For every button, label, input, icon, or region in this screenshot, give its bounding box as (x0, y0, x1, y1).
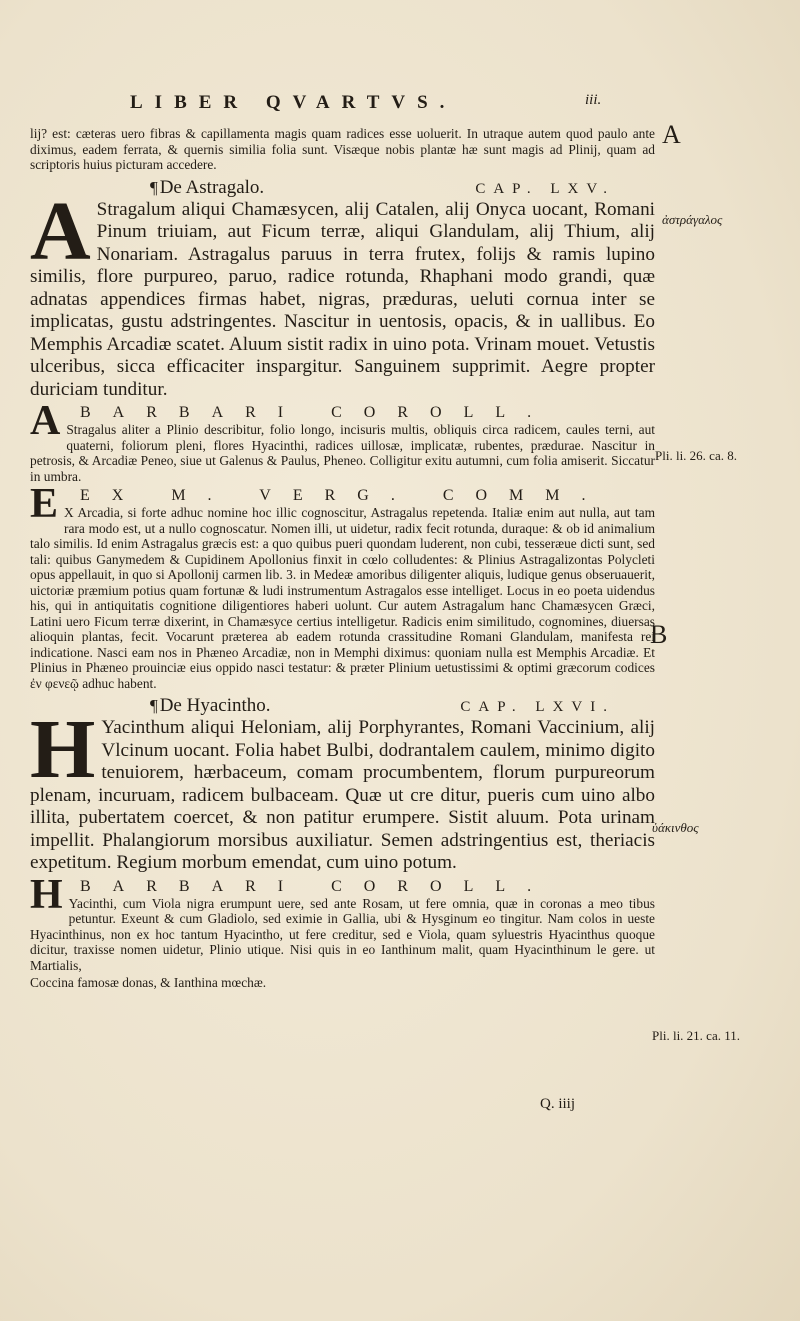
intro-paragraph: lij? est: cæteras uero fibras & capillamenta magis quam radices esse uoluerit. In utraque autem quod paulo ante diximus, eadem ferrata, & quernis similia folia sunt. Visæque nobis plantæ hæ sunt magis ad Plinij, quam ad scriptoris huius picturam accedere. (30, 126, 655, 172)
catchword: Q. iiij (540, 1096, 576, 1112)
barbari-corollary-2 (30, 871, 655, 992)
chapter-number: CAP. LXV. (475, 180, 615, 197)
drop-cap: A (30, 184, 91, 278)
verse-quotation: Coccina famosæ donas, & Ianthina mœchæ. (30, 975, 267, 990)
folio-number: iii. (585, 92, 602, 108)
drop-cap: H (30, 703, 96, 796)
section-heading: EX M. VERG. COMM. (80, 487, 608, 504)
main-column (30, 126, 655, 991)
section-heading: BARBARI COROLL. (80, 404, 554, 421)
margin-reference: Pli. li. 21. ca. 11. (652, 1028, 740, 1043)
pilcrow-icon: ¶ (150, 696, 158, 715)
chapter-title: De Hyacintho. (159, 695, 271, 716)
margin-reference: Pli. li. 26. ca. 8. (655, 448, 737, 463)
margin-greek-note: ἀστράγαλος (662, 212, 723, 227)
astragalus-text: Stragalum aliqui Chamæsycen, alij Catalen, alij Onyca uocant, Romani Pinum triuiam, aut Ficum terræ, aliqui Glandulam, alij Thium, alij Nonariam. Astragalus paruus in terra frutex, folijs & ramis lupino similis, flore purpureo, paruo, radice rotunda, Rhaphani modo grandi, quæ adnatas appendices firmas habet, nigras, præduras, ueluti cornua inter se implicatas, gustu adstringentes. Nascitur in uentosis, opacis, & in uallibus. Eo Memphis Arcadiæ scatet. Aluum sistit radix in uino pota. Vrinam mouet. Vetustis ulceribus, sicca efficaciter inspargitur. Sanguinem supprimit. Aegre propter duriciam tunditur. (30, 198, 655, 400)
chapter-heading-astragalus (30, 177, 655, 199)
barbari-corollary-1 (30, 398, 655, 484)
margin-letter-b: B (650, 620, 668, 649)
chapter-heading-hyacinth (30, 695, 655, 717)
margin-greek-note: ὑάκινθος (652, 820, 699, 835)
pilcrow-icon: ¶ (150, 177, 158, 197)
chapter-number: CAP. LXVI. (460, 699, 615, 715)
hyacinth-section (30, 695, 655, 875)
margin-letter-a: A (662, 120, 681, 149)
vergilius-commentary (30, 481, 655, 691)
barbari2-text: Yacinthi, cum Viola nigra erumpunt uere, sed ante Rosam, ut fere omnia, quæ in coronas a meo tibus petuntur. Exeunt & cum Gladiolo, sed eximie in Gallia, ubi & Hysginum eo tingitur. Nam colos in ueste Hyacinthinus, non ex hoc tantum Hyacintho, ut fere creditur, sed e Viola, quam syluestris Hyacinthus quoque dicitur, traxisse nomen uidetur, Plinio utique. Nisi quis in eo Ianthinum malit, quam Hyacinthinum le gere. ut Martialis, (30, 895, 655, 973)
barbari1-text: Stragalus aliter a Plinio describitur, folio longo, incisuris multis, obliquis circa radicem, caules terni, aut quaterni, foliorum pleni, flores Hyacinthi, radices uillosæ, implicatæ, rubentes, prædurae. Nascitur in petrosis, & Arcadiæ Peneo, siue ut Galenus & Paulus, Pheneo. Colligitur exitu autumni, cum folia amiserit. Siccatur in umbra. (30, 422, 655, 484)
astragalus-section (30, 177, 655, 402)
drop-cap: H (30, 871, 63, 918)
verg-text: X Arcadia, si forte adhuc nomine hoc illic cognoscitur, Astragalus repetenda. Italiæ enim aut nulla, aut tam rara modo est, ut a nullo cognoscatur. Nomen illi, ut uidetur, radix fecit rotunda, duraque: & ob id animalium talo similis. Id enim Astragalus græcis est: a quo quibus pueri quondam luderent, non cubi, tesseræue dicti sunt, sed tali: quibus Ganymedem & Cupidinem Apollonius finxit in cœlo colludentes: & Plinius Astragalizontas Polycleti opus appellauit, in quo si Apollonij carmen lib. 3. in Medeæ amoribus diligenter aliquis, ludique genus obseruauerit, uictoriæ præmium potius quam fortunæ & ludi instrumentum Astragalos esse intelliget. Locus in eo poeta uidendus his, qui in antiquitatis cognitione diligentiores haberi uolunt. Cur autem Astragalum hanc Chamæsycen Græci, Latini uero Ficum terræ dixerint, in Chamæsyce certius intelligetur. Radicis enim similitudo, cognomines, diuersas alioquin plantas, fecit. Vocarunt præterea ab eadem rotunda crassitudine Romani Glandulam, manifesta rei indicatione. Nasci eam nos in Phæneo Arcadiæ, non in Memphi diximus: quoniam nulla est Memphis Arcadiæ. Et Plinius in Phæneo prouinciæ eius oppido nasci testatur: & præter Plinium uetustissimi & optimi græcorum codices ἐν φενεῷ adhuc habent. (30, 505, 655, 691)
chapter-title: De Astragalo. (159, 176, 265, 198)
drop-cap: A (30, 398, 61, 444)
drop-cap: E (30, 481, 59, 527)
section-heading: BARBARI COROLL. (80, 877, 554, 895)
running-head: LIBER QVARTVS. (130, 92, 457, 113)
hyacinth-text: Yacinthum aliqui Heloniam, alij Porphyrantes, Romani Vaccinium, alij Vlcinum uocant. Folia habet Bulbi, dodrantalem caulem, minimo digito tenuiorem, hærbaceum, comam procumbentem, florum purpureorum plenam, incuruam, radicem bulbaceam. Quæ ut cre ditur, pueris cum uino albo illita, pubertatem coercet, & non patitur erumpere. Sistit aluum. Pota urinam impellit. Phalangiorum morsibus auxiliatur. Semen adstringentius est, theriacis expetitum. Regium morbum emendat, cum uino potum. (30, 717, 655, 873)
